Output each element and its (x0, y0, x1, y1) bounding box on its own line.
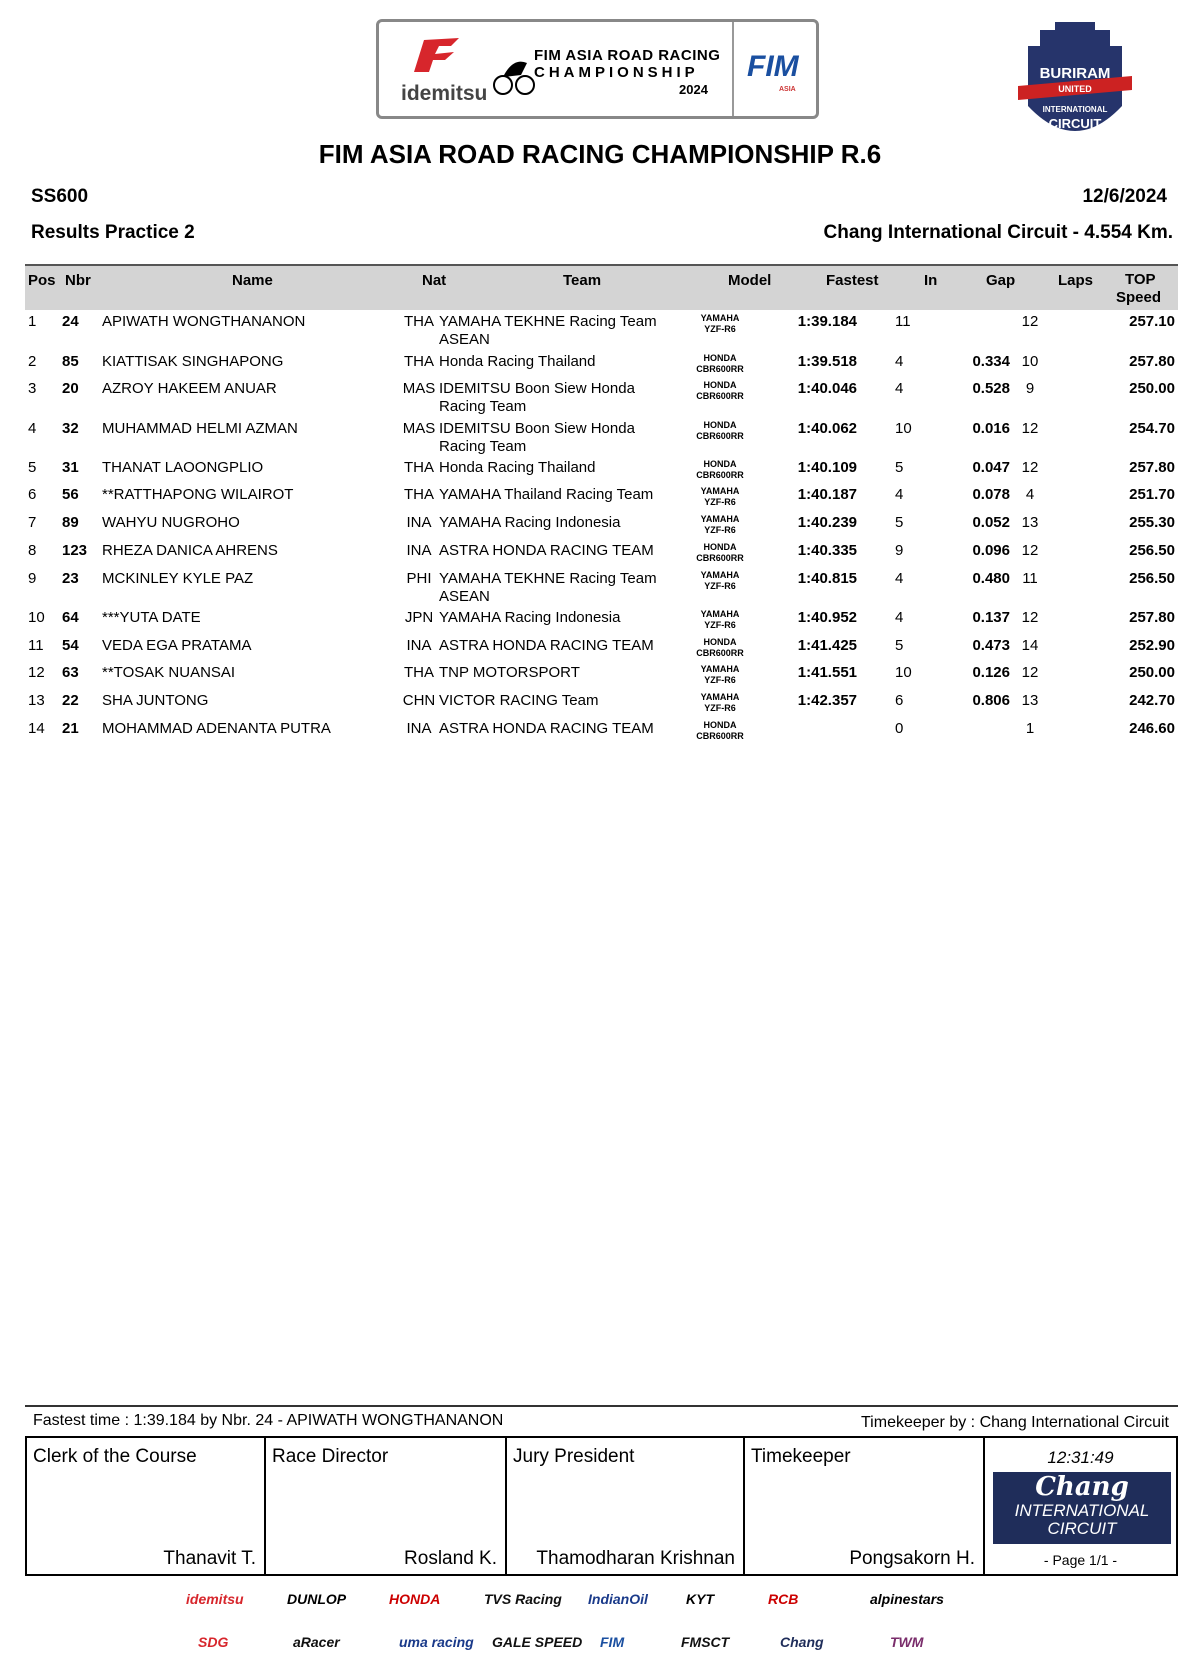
cell-model1: HONDA (703, 380, 737, 390)
cell-in: 10 (895, 420, 912, 437)
cell-nbr: 20 (62, 380, 79, 397)
cell-fastest: 1:40.335 (797, 542, 857, 559)
cell-team: YAMAHA Thailand Racing Team (439, 486, 654, 503)
col-team: Team (563, 272, 602, 289)
cell-fastest: 1:42.357 (797, 692, 857, 709)
cell-gap: 0.334 (972, 353, 1010, 370)
cell-laps: 12 (1021, 313, 1039, 330)
cell-fastest: 1:39.184 (797, 313, 857, 330)
cell-in: 0 (895, 720, 904, 737)
chang-circuit-logo (993, 1472, 1171, 1544)
cell-top: 257.10 (1129, 313, 1175, 330)
cell-gap: 0.137 (972, 609, 1010, 626)
sig-time-box (985, 1438, 1176, 1574)
sponsor-logo: HONDA (389, 1591, 441, 1607)
sponsor-logo: SDG (198, 1634, 229, 1650)
footer-divider (25, 1405, 1178, 1407)
cell-gap: 0.126 (972, 664, 1010, 681)
cell-nbr: 89 (62, 514, 79, 531)
cell-nbr: 64 (62, 609, 79, 626)
cell-team: TNP MOTORSPORT (439, 664, 580, 681)
sponsor-logo: Chang (780, 1634, 824, 1650)
cell-gap: 0.052 (972, 514, 1010, 531)
cell-in: 4 (895, 380, 904, 397)
fastest-time-note: Fastest time : 1:39.184 by Nbr. 24 - APIWATH WONGTHANANON (33, 1412, 504, 1429)
cell-top: 257.80 (1129, 609, 1175, 626)
cell-model1: YAMAHA (700, 609, 740, 619)
cell-gap: 0.016 (972, 420, 1010, 437)
cell-pos: 4 (28, 420, 37, 437)
cell-model1: HONDA (703, 459, 737, 469)
fim-asia-label: ASIA (779, 86, 796, 93)
cell-gap: 0.528 (972, 380, 1010, 397)
chang-logo-line3: CIRCUIT (1047, 1519, 1117, 1538)
sponsor-logo: TVS Racing (484, 1591, 562, 1607)
cell-fastest: 1:40.062 (797, 420, 857, 437)
cell-pos: 7 (28, 514, 37, 531)
cell-pos: 12 (28, 664, 45, 681)
cell-model2: YZF-R6 (704, 620, 736, 630)
cell-pos: 10 (28, 609, 45, 626)
cell-laps: 11 (1022, 570, 1038, 587)
cell-model2: CBR600RR (696, 431, 744, 441)
cell-pos: 11 (28, 637, 44, 654)
idemitsu-logo-icon (399, 32, 469, 82)
cell-nat: INA (406, 542, 432, 559)
cell-nbr: 63 (62, 664, 79, 681)
cell-in: 5 (895, 637, 904, 654)
cell-laps: 1 (1025, 720, 1035, 737)
cell-model1: HONDA (703, 420, 737, 430)
cell-model2: CBR600RR (696, 391, 744, 401)
sig-director (266, 1438, 507, 1574)
cell-top: 242.70 (1129, 692, 1175, 709)
chang-logo-word: Chang (1035, 1472, 1129, 1502)
cell-top: 255.30 (1129, 514, 1175, 531)
cell-team: Honda Racing Thailand (439, 459, 596, 476)
cell-fastest: 1:40.815 (797, 570, 857, 587)
cell-gap: 0.096 (972, 542, 1010, 559)
cell-name: KIATTISAK SINGHAPONG (102, 353, 284, 370)
cell-name: SHA JUNTONG (102, 692, 209, 709)
cell-nat: JPN (404, 609, 434, 626)
col-nat: Nat (422, 272, 447, 289)
cell-model2: CBR600RR (696, 470, 744, 480)
col-top: TOP (1125, 271, 1156, 288)
cell-laps: 12 (1021, 664, 1039, 681)
sig-jury (507, 1438, 745, 1574)
cell-model2: YZF-R6 (704, 581, 736, 591)
cell-pos: 6 (28, 486, 37, 503)
page-title: FIM ASIA ROAD RACING CHAMPIONSHIP R.6 (318, 139, 882, 169)
cell-top: 252.90 (1129, 637, 1175, 654)
col-name: Name (232, 272, 273, 289)
cell-fastest: 1:40.109 (797, 459, 857, 476)
fim-logo: FIM (747, 50, 799, 83)
sponsor-logo: TWM (890, 1634, 924, 1650)
cell-model2: CBR600RR (696, 553, 744, 563)
cell-nat: INA (406, 720, 432, 737)
cell-team: Honda Racing Thailand (439, 353, 596, 370)
col-in: In (924, 272, 938, 289)
sponsor-logo: IndianOil (588, 1591, 648, 1607)
cell-fastest: 1:41.551 (797, 664, 857, 681)
cell-top: 250.00 (1129, 664, 1175, 681)
sponsor-logo: KYT (686, 1591, 714, 1607)
cell-in: 4 (895, 353, 904, 370)
print-time: 12:31:49 (1047, 1448, 1114, 1467)
cell-model1: YAMAHA (700, 313, 740, 323)
cell-nbr: 123 (62, 542, 88, 559)
cell-name: **TOSAK NUANSAI (102, 664, 236, 681)
cell-laps: 4 (1025, 486, 1035, 503)
cell-pos: 8 (28, 542, 37, 559)
page-number: - Page 1/1 - (1043, 1552, 1118, 1568)
sig-jury-title: Jury President (513, 1446, 635, 1467)
cell-model2: CBR600RR (696, 648, 744, 658)
cell-fastest: 1:40.187 (797, 486, 857, 503)
sponsor-logo: FMSCT (681, 1634, 730, 1650)
cell-laps: 13 (1021, 514, 1039, 531)
cell-gap: 0.473 (972, 637, 1010, 654)
badge-text-3: INTERNATIONAL (1042, 105, 1108, 114)
cell-name: VEDA EGA PRATAMA (102, 637, 252, 654)
cell-name: MCKINLEY KYLE PAZ (102, 570, 254, 587)
badge-text-1: BURIRAM (1039, 65, 1111, 82)
cell-model2: CBR600RR (696, 364, 744, 374)
sig-timekeeper (745, 1438, 985, 1574)
cell-top: 256.50 (1129, 570, 1175, 587)
sponsor-logo: DUNLOP (287, 1591, 347, 1607)
sponsor-logo: alpinestars (870, 1591, 944, 1607)
chang-logo-line2: INTERNATIONAL (1014, 1501, 1150, 1520)
cell-team: VICTOR RACING Team (439, 692, 599, 709)
sig-clerk-name: Thanavit T. (163, 1548, 256, 1569)
cell-fastest: 1:40.952 (797, 609, 857, 626)
signature-table (25, 1436, 1178, 1576)
cell-nbr: 23 (62, 570, 79, 587)
cell-name: RHEZA DANICA AHRENS (102, 542, 278, 559)
cell-name: WAHYU NUGROHO (102, 514, 240, 531)
cell-nat: PHI (406, 570, 432, 587)
cell-model2: YZF-R6 (704, 675, 736, 685)
cell-laps: 12 (1021, 420, 1039, 437)
cell-model2: YZF-R6 (704, 525, 736, 535)
cell-laps: 12 (1021, 459, 1039, 476)
cell-name: MUHAMMAD HELMI AZMAN (102, 420, 298, 437)
cell-nbr: 85 (62, 353, 79, 370)
cell-top: 257.80 (1129, 353, 1175, 370)
col-model: Model (728, 272, 772, 289)
sponsor-logo: GALE SPEED (492, 1634, 583, 1650)
cell-laps: 9 (1025, 380, 1035, 397)
cell-model2: YZF-R6 (704, 703, 736, 713)
cell-nbr: 31 (62, 459, 79, 476)
cell-model2: YZF-R6 (704, 324, 736, 334)
cell-in: 6 (895, 692, 904, 709)
cell-model1: YAMAHA (700, 486, 740, 496)
col-pos: Pos (28, 272, 56, 289)
cell-nat: MAS (402, 380, 436, 397)
cell-nbr: 22 (62, 692, 79, 709)
cell-team: ASTRA HONDA RACING TEAM (439, 542, 654, 559)
cell-name: **RATTHAPONG WILAIROT (102, 486, 294, 503)
cell-model2: CBR600RR (696, 731, 744, 741)
cell-nat: THA (404, 353, 434, 370)
cell-nbr: 32 (62, 420, 79, 437)
cell-in: 5 (895, 459, 904, 476)
sig-clerk-title: Clerk of the Course (33, 1446, 197, 1467)
cell-nat: THA (404, 664, 434, 681)
cell-nbr: 56 (62, 486, 79, 503)
cell-in: 9 (895, 542, 904, 559)
cell-model1: YAMAHA (700, 692, 740, 702)
badge-text-2: UNITED (1058, 84, 1092, 94)
cell-top: 254.70 (1129, 420, 1175, 437)
cell-top: 257.80 (1129, 459, 1175, 476)
col-gap: Gap (986, 272, 1016, 289)
col-laps: Laps (1058, 272, 1094, 289)
logo-divider (732, 22, 734, 116)
cell-fastest: 1:40.046 (797, 380, 857, 397)
cell-team: IDEMITSU Boon Siew Honda Racing Team (439, 380, 635, 415)
cell-nat: THA (404, 459, 434, 476)
cell-fastest: 1:41.425 (797, 637, 857, 654)
cell-top: 250.00 (1129, 380, 1175, 397)
col-nbr: Nbr (65, 272, 91, 289)
cell-in: 4 (895, 486, 904, 503)
championship-line1: FIM ASIA ROAD RACING (534, 47, 721, 64)
cell-nbr: 21 (62, 720, 79, 737)
sig-director-title: Race Director (272, 1446, 389, 1467)
cell-model1: HONDA (703, 353, 737, 363)
cell-nat: CHN (402, 692, 436, 709)
rider-icon (491, 47, 535, 97)
cell-pos: 2 (28, 353, 37, 370)
cell-top: 256.50 (1129, 542, 1175, 559)
cell-model1: YAMAHA (700, 514, 740, 524)
cell-laps: 13 (1021, 692, 1039, 709)
cell-fastest: 1:40.239 (797, 514, 857, 531)
session-name: Results Practice 2 (31, 222, 195, 243)
cell-in: 5 (895, 514, 904, 531)
championship-line2: CHAMPIONSHIP (534, 64, 699, 81)
cell-nbr: 24 (62, 313, 79, 330)
cell-fastest: 1:39.518 (797, 353, 857, 370)
cell-team: ASTRA HONDA RACING TEAM (439, 637, 654, 654)
cell-top: 246.60 (1129, 720, 1175, 737)
idemitsu-wordmark: idemitsu (401, 82, 488, 105)
sig-director-name: Rosland K. (404, 1548, 497, 1569)
cell-team: IDEMITSU Boon Siew Honda Racing Team (439, 420, 635, 455)
sig-timekeeper-title: Timekeeper (751, 1446, 851, 1467)
sponsor-logo: uma racing (399, 1634, 474, 1650)
cell-in: 10 (895, 664, 912, 681)
cell-top: 251.70 (1129, 486, 1175, 503)
cell-name: THANAT LAOONGPLIO (102, 459, 264, 476)
cell-pos: 3 (28, 380, 37, 397)
cell-pos: 14 (28, 720, 45, 737)
cell-pos: 1 (28, 313, 37, 330)
sponsor-logo: idemitsu (186, 1591, 244, 1607)
cell-in: 4 (895, 570, 904, 587)
championship-logo-banner (376, 19, 819, 119)
cell-nat: INA (406, 637, 432, 654)
cell-team: YAMAHA Racing Indonesia (439, 609, 621, 626)
timekeeper-by-note: Timekeeper by : Chang International Circuit (861, 1414, 1169, 1431)
cell-pos: 9 (28, 570, 37, 587)
results-table-header (25, 264, 1178, 310)
sponsor-logo: FIM (600, 1634, 625, 1650)
championship-year: 2024 (679, 82, 708, 97)
cell-gap: 0.480 (972, 570, 1010, 587)
cell-team: ASTRA HONDA RACING TEAM (439, 720, 654, 737)
cell-team: YAMAHA Racing Indonesia (439, 514, 621, 531)
badge-text-4: CIRCUIT (1048, 116, 1102, 131)
sig-timekeeper-name: Pongsakorn H. (849, 1548, 975, 1569)
col-speed: Speed (1116, 289, 1162, 306)
cell-name: MOHAMMAD ADENANTA PUTRA (102, 720, 331, 737)
cell-model1: HONDA (703, 637, 737, 647)
race-date: 12/6/2024 (1082, 186, 1167, 207)
cell-laps: 10 (1021, 353, 1039, 370)
cell-laps: 14 (1021, 637, 1039, 654)
sig-clerk (27, 1438, 266, 1574)
cell-nbr: 54 (62, 637, 79, 654)
cell-model1: HONDA (703, 542, 737, 552)
col-fastest: Fastest (826, 272, 879, 289)
cell-team: YAMAHA TEKHNE Racing Team ASEAN (439, 313, 657, 348)
cell-pos: 13 (28, 692, 45, 709)
cell-nat: THA (404, 313, 434, 330)
cell-name: AZROY HAKEEM ANUAR (102, 380, 277, 397)
cell-model1: HONDA (703, 720, 737, 730)
sig-jury-name: Thamodharan Krishnan (536, 1548, 735, 1569)
cell-laps: 12 (1021, 609, 1039, 626)
cell-model2: YZF-R6 (704, 497, 736, 507)
cell-in: 11 (895, 313, 911, 330)
cell-gap: 0.806 (972, 692, 1010, 709)
cell-nat: INA (406, 514, 432, 531)
championship-title (534, 47, 720, 81)
cell-gap: 0.047 (972, 459, 1010, 476)
cell-model1: YAMAHA (700, 570, 740, 580)
cell-laps: 12 (1021, 542, 1039, 559)
cell-nat: MAS (402, 420, 436, 437)
sponsor-logo: RCB (768, 1591, 799, 1607)
cell-name: APIWATH WONGTHANANON (102, 313, 306, 330)
cell-team: YAMAHA TEKHNE Racing Team ASEAN (439, 570, 657, 605)
cell-gap: 0.078 (972, 486, 1010, 503)
cell-pos: 5 (28, 459, 37, 476)
cell-nat: THA (404, 486, 434, 503)
sponsor-logo: aRacer (293, 1634, 340, 1650)
race-class: SS600 (31, 186, 89, 207)
cell-in: 4 (895, 609, 904, 626)
buriram-circuit-badge-icon (1010, 16, 1140, 156)
circuit-name: Chang International Circuit - 4.554 Km. (823, 222, 1173, 243)
cell-model1: YAMAHA (700, 664, 740, 674)
cell-name: ***YUTA DATE (102, 609, 201, 626)
